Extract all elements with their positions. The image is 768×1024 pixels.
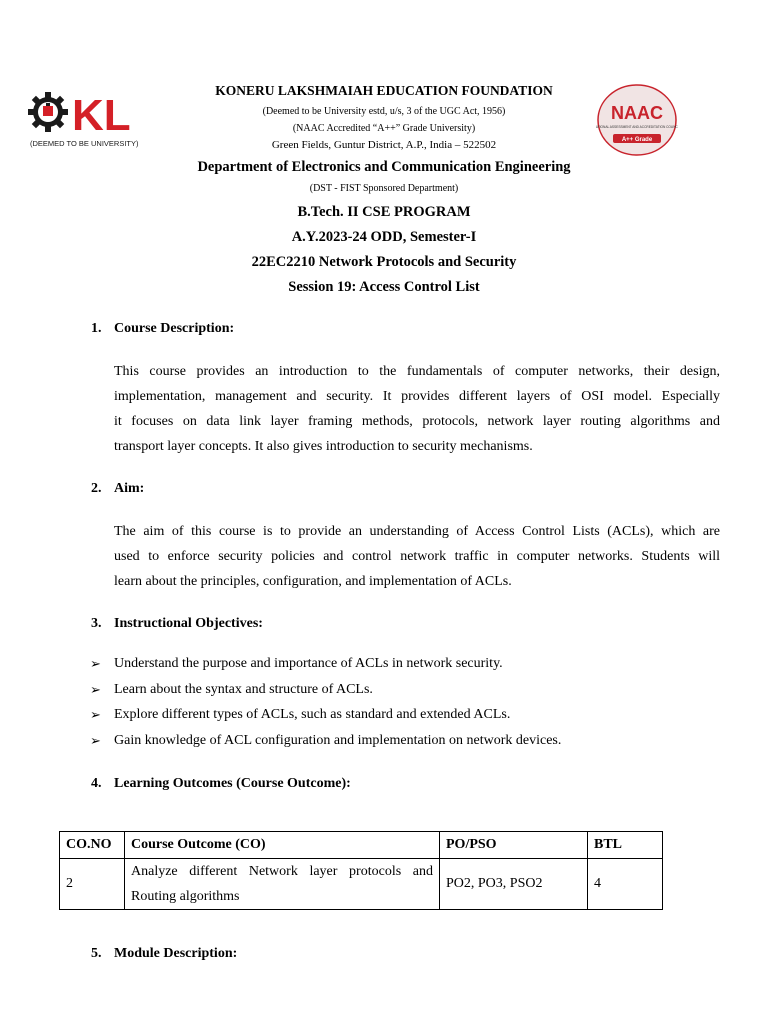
- section-number: 5.: [91, 946, 102, 961]
- column-header-co-no: CO.NO: [60, 832, 125, 859]
- objective-text: Understand the purpose and importance of ACLs in network security.: [114, 656, 503, 671]
- section-heading-course-description: Course Description:: [114, 321, 235, 336]
- column-header-btl: BTL: [588, 832, 663, 859]
- cell-course-outcome: [125, 859, 440, 910]
- outcome-line: Routing algorithms: [131, 889, 240, 904]
- paragraph-line: implementation, management and security. It provides different layers of OSI model. Especially: [114, 389, 720, 404]
- svg-text:(DEEMED TO BE UNIVERSITY): (DEEMED TO BE UNIVERSITY): [30, 139, 139, 148]
- academic-year: A.Y.2023-24 ODD, Semester-I: [291, 229, 477, 245]
- section-number: 2.: [91, 481, 102, 496]
- session-title: Session 19: Access Control List: [288, 279, 480, 295]
- paragraph-line: The aim of this course is to provide an understanding of Access Control Lists (ACLs), which are: [114, 524, 720, 539]
- course-description-paragraph: [114, 359, 720, 459]
- paragraph-line: it focuses on data link layer framing methods, protocols, network layer routing algorithms and: [114, 414, 720, 429]
- table-header-row: [60, 832, 663, 859]
- section-number: 4.: [91, 776, 102, 791]
- paragraph-line: transport layer concepts. It also gives introduction to security mechanisms.: [114, 439, 533, 454]
- outcome-line: Analyze different Network layer protocols and: [131, 864, 433, 879]
- arrow-bullet-icon: ➢: [90, 681, 101, 697]
- institution-name: KONERU LAKSHMAIAH EDUCATION FOUNDATION: [215, 83, 553, 98]
- section-heading-learning-outcomes: Learning Outcomes (Course Outcome):: [114, 776, 351, 791]
- cell-po-pso: PO2, PO3, PSO2: [440, 859, 588, 910]
- arrow-bullet-icon: ➢: [90, 732, 101, 748]
- section-heading-module-description: Module Description:: [114, 946, 238, 961]
- column-header-course-outcome: Course Outcome (CO): [125, 832, 440, 859]
- svg-text:KL: KL: [72, 91, 131, 140]
- cell-co-no: 2: [60, 859, 125, 910]
- section-number: 3.: [91, 616, 102, 631]
- section-heading-instructional-objectives: Instructional Objectives:: [114, 616, 263, 631]
- column-header-po-pso: PO/PSO: [440, 832, 588, 859]
- section-number: 1.: [91, 321, 102, 336]
- deemed-university-line: (Deemed to be University estd, u/s, 3 of the UGC Act, 1956): [262, 106, 506, 117]
- paragraph-line: learn about the principles, configuration, and implementation of ACLs.: [114, 574, 512, 589]
- objective-text: Explore different types of ACLs, such as standard and extended ACLs.: [114, 707, 511, 722]
- arrow-bullet-icon: ➢: [90, 707, 101, 722]
- institution-address: Green Fields, Guntur District, A.P., India – 522502: [271, 139, 497, 151]
- section-heading-aim: Aim:: [114, 481, 145, 496]
- objective-text: Gain knowledge of ACL configuration and implementation on network devices.: [114, 732, 562, 748]
- svg-text:A++ Grade: A++ Grade: [621, 137, 653, 143]
- course-title: 22EC2210 Network Protocols and Security: [251, 254, 517, 270]
- dst-fist-line: (DST - FIST Sponsored Department): [309, 183, 459, 194]
- arrow-bullet-icon: ➢: [90, 656, 101, 671]
- naac-accreditation-line: (NAAC Accredited “A++” Grade University): [292, 123, 476, 134]
- course-outcome-table: [59, 831, 663, 910]
- department-name: Department of Electronics and Communication Engineering: [197, 159, 571, 175]
- aim-paragraph: [114, 519, 720, 594]
- svg-text:NAAC: NAAC: [611, 103, 663, 123]
- svg-text:NATIONAL ASSESSMENT AND ACCRED: NATIONAL ASSESSMENT AND ACCREDITATION COUNCIL: [596, 125, 678, 129]
- paragraph-line: This course provides an introduction to the fundamentals of computer networks, their design,: [114, 364, 720, 379]
- cell-btl: 4: [588, 859, 663, 910]
- program-title: B.Tech. II CSE PROGRAM: [297, 204, 471, 220]
- table-row: [60, 859, 663, 910]
- objective-text: Learn about the syntax and structure of ACLs.: [114, 681, 373, 697]
- paragraph-line: used to enforce security policies and control network traffic in computer networks. Students will: [114, 549, 720, 564]
